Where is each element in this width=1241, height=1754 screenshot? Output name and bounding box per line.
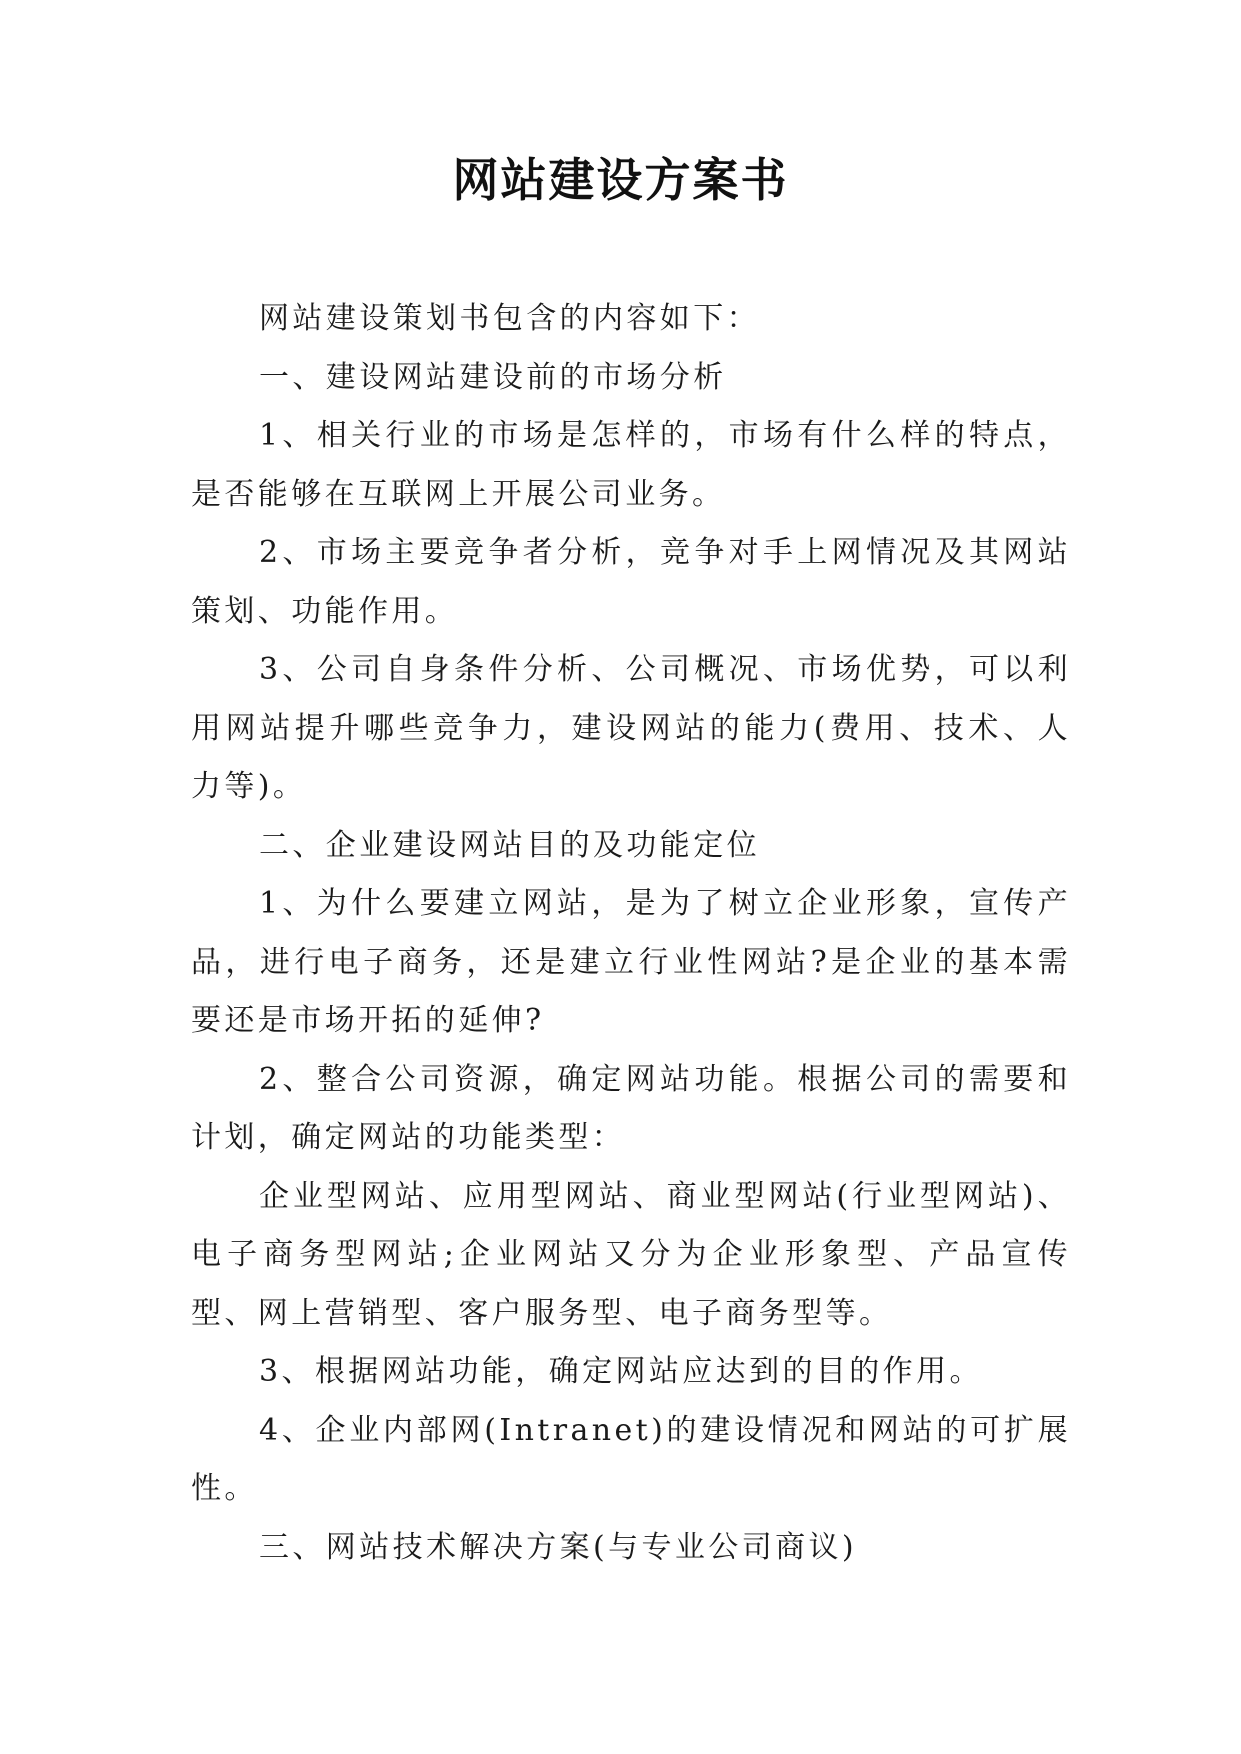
- paragraph: 2、整合公司资源，确定网站功能。根据公司的需要和计划，确定网站的功能类型：: [191, 1061, 1071, 1155]
- section-heading-2: 二、企业建设网站目的及功能定位: [259, 827, 760, 863]
- document-body: [191, 290, 1071, 1577]
- paragraph: 4、企业内部网(Intranet)的建设情况和网站的可扩展性。: [191, 1412, 1071, 1506]
- paragraph: 3、根据网站功能，确定网站应达到的目的作用。: [259, 1354, 983, 1389]
- paragraph: 2、市场主要竞争者分析，竞争对手上网情况及其网站策划、功能作用。: [191, 535, 1071, 629]
- paragraph: 3、公司自身条件分析、公司概况、市场优势，可以利用网站提升哪些竞争力，建设网站的能力(费用、技术、人力等)。: [191, 652, 1071, 804]
- paragraph: 1、为什么要建立网站，是为了树立企业形象，宣传产品，进行电子商务，还是建立行业性网站?是企业的基本需要还是市场开拓的延伸?: [191, 886, 1071, 1038]
- section-heading-3: 三、网站技术解决方案(与专业公司商议): [259, 1529, 858, 1565]
- section-heading-1: 一、建设网站建设前的市场分析: [259, 359, 727, 395]
- paragraph: 1、相关行业的市场是怎样的，市场有什么样的特点，是否能够在互联网上开展公司业务。: [191, 418, 1071, 512]
- document-title: 网站建设方案书: [452, 153, 789, 207]
- paragraph: 企业型网站、应用型网站、商业型网站(行业型网站)、电子商务型网站;企业网站又分为企业形象型、产品宣传型、网上营销型、客户服务型、电子商务型等。: [191, 1178, 1071, 1331]
- paragraph-intro: 网站建设策划书包含的内容如下：: [259, 301, 760, 336]
